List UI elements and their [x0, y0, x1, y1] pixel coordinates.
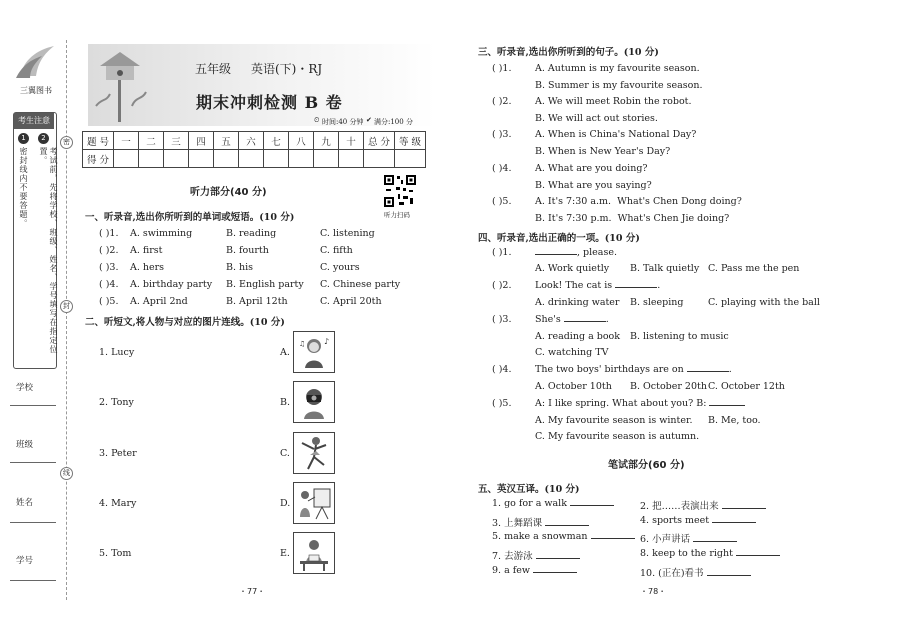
- part3-opt-a: A. We will meet Robin the robot.: [535, 96, 692, 107]
- score-icon: ✔: [366, 116, 372, 124]
- part4-question: [535, 280, 660, 291]
- translate-blank[interactable]: [536, 557, 580, 559]
- part3-num[interactable]: ( )2.: [492, 96, 512, 107]
- part1-opt-a: A. April 2nd: [130, 296, 188, 307]
- seal-line: [66, 40, 67, 600]
- question-pre: She's: [535, 314, 561, 325]
- seal-mark-3: 线: [60, 467, 73, 480]
- wing-logo-icon: [14, 42, 58, 80]
- part4-title: 四、听录音,选出正确的一项。(10 分): [478, 233, 640, 244]
- question-post: .: [605, 314, 609, 325]
- part4-opt: B. sleeping: [630, 297, 684, 308]
- score-cell: 六: [239, 132, 264, 150]
- translate-item: [640, 531, 737, 545]
- part4-opt: B. Me, too.: [708, 415, 761, 426]
- answer-blank[interactable]: [615, 286, 657, 288]
- part1-opt-c: C. yours: [320, 262, 360, 273]
- seal-mark-1: 密: [60, 136, 73, 149]
- full-score: 满分:100 分: [374, 118, 413, 126]
- listening-section-title: 听力部分(40 分): [190, 187, 267, 198]
- part3-opt-b: B. It's 7:30 p.m. What's Chen Jie doing?: [535, 213, 730, 224]
- field-line-school[interactable]: [10, 405, 56, 406]
- part4-opt: A. drinking water: [535, 297, 620, 308]
- part4-question: [535, 398, 745, 409]
- part1-opt-c: C. listening: [320, 228, 375, 239]
- field-line-class[interactable]: [10, 462, 56, 463]
- part4-num[interactable]: ( )1.: [492, 247, 512, 258]
- part1-num[interactable]: ( )3.: [99, 262, 119, 273]
- answer-blank[interactable]: [535, 253, 577, 255]
- picture-letter: D.: [280, 498, 291, 509]
- question-pre: A: I like spring. What about you? B:: [535, 398, 707, 409]
- score-cell: 四: [189, 132, 214, 150]
- score-row-label: 得 分: [83, 150, 114, 168]
- part4-opt: C. October 12th: [708, 381, 785, 392]
- translate-prompt: 5. make a snowman: [492, 531, 588, 542]
- part1-opt-c: C. April 20th: [320, 296, 382, 307]
- part1-title: 一、听录音,选出你所听到的单词或短语。(10 分): [85, 212, 295, 223]
- part4-num[interactable]: ( )3.: [492, 314, 512, 325]
- person-name: 1. Lucy: [99, 347, 135, 358]
- picture-reading[interactable]: [293, 532, 335, 574]
- part4-opt: A. Work quietly: [535, 263, 610, 274]
- part1-opt-a: A. first: [130, 245, 163, 256]
- part1-opt-c: C. Chinese party: [320, 279, 401, 290]
- part4-num[interactable]: ( )5.: [492, 398, 512, 409]
- field-label-student-id: 学号: [16, 556, 34, 566]
- part4-opt: C. watching TV: [535, 347, 609, 358]
- boy-reading-icon: [294, 533, 334, 573]
- translate-item: [640, 565, 751, 579]
- picture-letter: A.: [280, 347, 290, 358]
- part4-opt: B. Talk quietly: [630, 263, 700, 274]
- publisher-logo: [14, 42, 58, 95]
- part2-title: 二、听短文,将人物与对应的图片连线。(10 分): [85, 317, 285, 328]
- boy-camera-icon: [294, 382, 334, 422]
- score-cell: 九: [314, 132, 339, 150]
- part1-opt-a: A. birthday party: [130, 279, 213, 290]
- picture-painting[interactable]: [293, 482, 335, 524]
- translate-prompt: 9. a few: [492, 565, 531, 576]
- grade-label: 五年级: [195, 62, 232, 76]
- score-input-cell[interactable]: [189, 150, 214, 168]
- logo-text: 三翼图书: [20, 86, 52, 95]
- part1-opt-b: B. English party: [226, 279, 304, 290]
- score-cell: 十: [339, 132, 364, 150]
- question-post: , please.: [577, 247, 617, 258]
- svg-text:♪: ♪: [324, 337, 330, 346]
- subject-label: 英语(下)・RJ: [251, 62, 323, 76]
- girl-painting-icon: [294, 483, 334, 523]
- picture-singing[interactable]: [293, 331, 335, 373]
- picture-dancing[interactable]: [293, 432, 335, 474]
- translate-prompt: 3. 上舞蹈课: [492, 518, 543, 529]
- translate-blank[interactable]: [533, 571, 577, 573]
- score-table-score-row: [83, 150, 426, 168]
- part4-opt: B. listening to music: [630, 331, 729, 342]
- notice-num-2: 2: [38, 133, 49, 144]
- part1-opt-b: B. fourth: [226, 245, 269, 256]
- qr-label: 听力扫码: [384, 211, 410, 219]
- score-table: [82, 131, 426, 168]
- part1-opt-b: B. April 12th: [226, 296, 288, 307]
- score-cell: 八: [289, 132, 314, 150]
- part1-opt-a: A. hers: [130, 262, 165, 273]
- notice-title: 考生注意: [14, 113, 54, 129]
- part1-num[interactable]: ( )5.: [99, 296, 119, 307]
- translate-prompt: 2. 把……表演出来: [640, 501, 719, 512]
- part4-num[interactable]: ( )4.: [492, 364, 512, 375]
- page-title: 期末冲刺检测 B 卷: [196, 93, 343, 112]
- question-post: .: [728, 364, 732, 375]
- part4-opt: B. October 20th: [630, 381, 707, 392]
- field-line-name[interactable]: [10, 522, 56, 523]
- answer-blank[interactable]: [687, 370, 729, 372]
- part1-opt-b: B. reading: [226, 228, 277, 239]
- part1-num[interactable]: ( )4.: [99, 279, 119, 290]
- translate-blank[interactable]: [722, 507, 766, 509]
- translate-item: [492, 515, 589, 529]
- score-input-cell[interactable]: [164, 150, 189, 168]
- picture-letter: B.: [280, 397, 291, 408]
- notice-item-2: 考试前，先将学校、班级、姓名、学号填写在指定位置。: [39, 147, 58, 354]
- part3-num[interactable]: ( )1.: [492, 63, 512, 74]
- notice-num-1: 1: [18, 133, 29, 144]
- part5-title: 五、英汉互译。(10 分): [478, 484, 580, 495]
- translate-item: [640, 548, 780, 559]
- translate-item: [640, 498, 766, 512]
- translate-item: [640, 515, 756, 526]
- part3-opt-b: B. When is New Year's Day?: [535, 146, 671, 157]
- part4-opt: C. playing with the ball: [708, 297, 820, 308]
- field-line-student-id[interactable]: [10, 580, 56, 581]
- field-label-name: 姓名: [16, 498, 34, 508]
- score-input-cell[interactable]: [364, 150, 395, 168]
- score-input-cell[interactable]: [314, 150, 339, 168]
- birdhouse-illustration-icon: [92, 46, 148, 124]
- part1-opt-a: A. swimming: [130, 228, 193, 239]
- question-pre: The two boys' birthdays are on: [535, 364, 684, 375]
- answer-blank[interactable]: [564, 320, 606, 322]
- score-cell: 一: [114, 132, 139, 150]
- seal-mark-2: 封: [60, 300, 73, 313]
- translate-item: [492, 565, 577, 576]
- score-input-cell[interactable]: [264, 150, 289, 168]
- part4-opt: A. My favourite season is winter.: [535, 415, 693, 426]
- part3-opt-b: B. Summer is my favourite season.: [535, 80, 703, 91]
- translate-prompt: 1. go for a walk: [492, 498, 567, 509]
- picture-letter: C.: [280, 448, 290, 459]
- person-name: 2. Tony: [99, 397, 134, 408]
- part4-question: [535, 314, 609, 325]
- part4-question: [535, 364, 732, 375]
- translate-item: [492, 498, 614, 509]
- part4-opt: A. reading a book: [535, 331, 621, 342]
- translate-blank[interactable]: [707, 574, 751, 576]
- girl-singing-icon: [294, 332, 334, 372]
- girl-dancing-icon: [294, 433, 334, 473]
- part1-num[interactable]: ( )2.: [99, 245, 119, 256]
- score-input-cell[interactable]: [139, 150, 164, 168]
- score-input-cell[interactable]: [289, 150, 314, 168]
- question-post: .: [657, 280, 661, 291]
- part3-num[interactable]: ( )5.: [492, 196, 512, 207]
- score-input-cell[interactable]: [239, 150, 264, 168]
- part4-opt: A. October 10th: [535, 381, 612, 392]
- translate-blank[interactable]: [712, 521, 756, 523]
- question-pre: Look! The cat is: [535, 280, 613, 291]
- score-cell: 七: [264, 132, 289, 150]
- part3-opt-b: B. What are you saying?: [535, 180, 652, 191]
- clock-icon: ⏲: [314, 116, 320, 124]
- person-name: 5. Tom: [99, 548, 132, 559]
- part3-opt-a: A. When is China's National Day?: [535, 129, 697, 140]
- page-number-right: ・78・: [640, 587, 667, 596]
- qr-code-icon[interactable]: [383, 174, 417, 208]
- score-cell: 总 分: [364, 132, 395, 150]
- score-input-cell[interactable]: [395, 150, 426, 168]
- translate-item: [492, 531, 635, 542]
- person-name: 4. Mary: [99, 498, 137, 509]
- translate-prompt: 6. 小声讲话: [640, 534, 691, 545]
- score-input-cell[interactable]: [339, 150, 364, 168]
- part3-opt-a: A. Autumn is my favourite season.: [535, 63, 700, 74]
- picture-letter: E.: [280, 548, 290, 559]
- field-label-school: 学校: [16, 383, 34, 393]
- part3-num[interactable]: ( )3.: [492, 129, 512, 140]
- score-cell: 三: [164, 132, 189, 150]
- translate-blank[interactable]: [545, 524, 589, 526]
- part4-num[interactable]: ( )2.: [492, 280, 512, 291]
- field-label-class: 班级: [16, 440, 34, 450]
- translate-prompt: 8. keep to the right: [640, 548, 733, 559]
- score-table-header-row: [83, 132, 426, 150]
- score-cell-header: 题 号: [83, 132, 114, 150]
- part4-question: [535, 247, 617, 258]
- picture-camera[interactable]: [293, 381, 335, 423]
- translate-blank[interactable]: [736, 554, 780, 556]
- page-number-left: ・77・: [239, 587, 266, 596]
- part1-opt-c: C. fifth: [320, 245, 353, 256]
- score-cell: 等 级: [395, 132, 426, 150]
- person-name: 3. Peter: [99, 448, 137, 459]
- score-cell: 五: [214, 132, 239, 150]
- part3-opt-a: A. What are you doing?: [535, 163, 648, 174]
- part3-title: 三、听录音,选出你所听到的句子。(10 分): [478, 47, 659, 58]
- time-limit: 时间:40 分钟: [322, 118, 364, 126]
- score-input-cell[interactable]: [214, 150, 239, 168]
- part1-opt-b: B. his: [226, 262, 254, 273]
- translate-prompt: 4. sports meet: [640, 515, 710, 526]
- notice-item-1: 密封线内不要答题。: [19, 147, 28, 228]
- score-cell: 二: [139, 132, 164, 150]
- translate-blank[interactable]: [570, 504, 614, 506]
- part3-opt-a: A. It's 7:30 a.m. What's Chen Dong doing?: [535, 196, 742, 207]
- translate-item: [492, 548, 580, 562]
- svg-text:♫: ♫: [299, 340, 306, 348]
- answer-blank[interactable]: [709, 404, 745, 406]
- translate-blank[interactable]: [693, 540, 737, 542]
- part3-num[interactable]: ( )4.: [492, 163, 512, 174]
- part4-opt: C. Pass me the pen: [708, 263, 800, 274]
- writing-section-title: 笔试部分(60 分): [608, 460, 685, 471]
- part1-num[interactable]: ( )1.: [99, 228, 119, 239]
- score-input-cell[interactable]: [114, 150, 139, 168]
- translate-prompt: 7. 去游泳: [492, 551, 533, 562]
- part4-opt: C. My favourite season is autumn.: [535, 431, 700, 442]
- translate-blank[interactable]: [591, 537, 635, 539]
- part3-opt-b: B. We will act out stories.: [535, 113, 658, 124]
- translate-prompt: 10. (正在)看书: [640, 568, 704, 579]
